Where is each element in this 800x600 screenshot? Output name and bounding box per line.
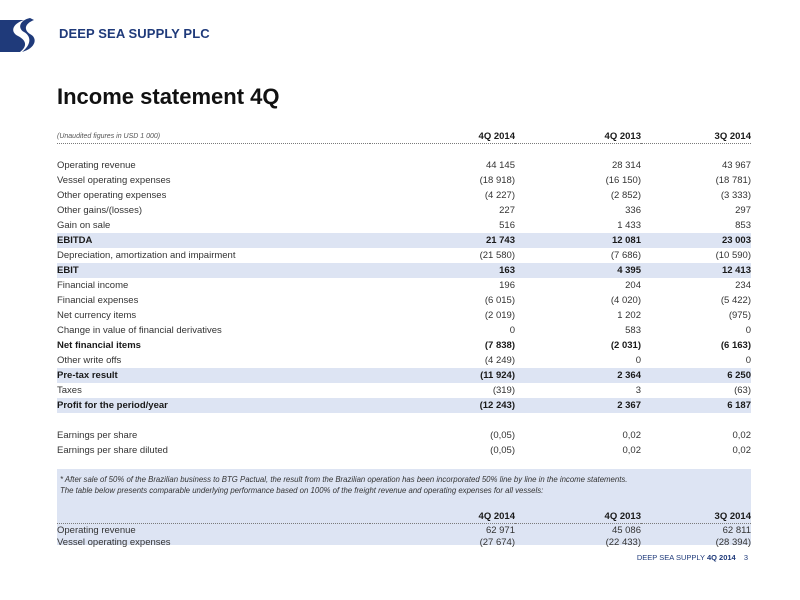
footnote-line: * After sale of 50% of the Brazilian business to BTG Pactual, the result from the Brazilian operation has been incorporated 50% line by line in the income statements. <box>60 475 628 484</box>
cell-value: (6 163) <box>720 340 751 351</box>
row-label: Other gains/(losses) <box>57 205 143 216</box>
cell-value: (6 015) <box>484 295 515 306</box>
column-header: 3Q 2014 <box>641 509 751 524</box>
row-label: Operating revenue <box>57 160 136 171</box>
cell-value: 21 743 <box>370 233 515 248</box>
cell-value: (5 422) <box>720 295 751 306</box>
row-label: Financial income <box>57 280 129 291</box>
cell-value: (63) <box>734 385 751 396</box>
cell-value: (27 674) <box>479 536 515 548</box>
table-row-ebitda <box>57 233 751 248</box>
cell-value: (2 019) <box>484 310 515 321</box>
table-row <box>57 308 751 323</box>
table-row-profit <box>57 398 751 413</box>
cell-value: 62 971 <box>485 524 515 536</box>
table-row-ebit <box>57 263 751 278</box>
cell-value: 6 250 <box>641 368 751 383</box>
cell-value: (2 031) <box>610 340 641 351</box>
cell-value: 6 187 <box>641 398 751 413</box>
table-row <box>57 173 751 188</box>
column-header: 4Q 2014 <box>370 509 515 524</box>
cell-value: 196 <box>499 280 515 291</box>
table-row <box>57 188 751 203</box>
row-label: Earnings per share <box>57 430 138 441</box>
cell-value: 43 967 <box>721 160 751 171</box>
cell-value: 2 364 <box>515 368 641 383</box>
cell-value: 163 <box>370 263 515 278</box>
footnote-line: The table below presents comparable underlying performance based on 100% of the freight revenue and operating expenses for all vessels: <box>60 486 544 495</box>
spacer-row <box>57 413 751 428</box>
spacer-row <box>57 144 751 159</box>
cell-value: 44 145 <box>485 160 515 171</box>
cell-value: (4 020) <box>610 295 641 306</box>
table-row <box>57 278 751 293</box>
table-row-pre-tax <box>57 368 751 383</box>
cell-value: 45 086 <box>611 524 641 536</box>
row-label: Change in value of financial derivatives <box>57 325 222 336</box>
row-label: Gain on sale <box>57 220 111 231</box>
cell-value: (11 924) <box>370 368 515 383</box>
cell-value: (4 249) <box>484 355 515 366</box>
cell-value: 516 <box>499 220 515 231</box>
cell-value: 0,02 <box>732 445 751 456</box>
row-label: Net currency items <box>57 310 137 321</box>
cell-value: 0,02 <box>622 445 641 456</box>
cell-value: 62 811 <box>722 524 751 536</box>
row-label: Earnings per share diluted <box>57 445 168 456</box>
cell-value: (21 580) <box>479 250 515 261</box>
cell-value: (975) <box>728 310 751 321</box>
cell-value: (18 781) <box>715 175 751 186</box>
table-row <box>57 428 751 443</box>
row-label: Taxes <box>57 385 82 396</box>
table-row <box>57 248 751 263</box>
cell-value: 4 395 <box>515 263 641 278</box>
cell-value: 28 314 <box>611 160 641 171</box>
table-row-net-financial <box>57 338 751 353</box>
column-header: 4Q 2013 <box>515 509 641 524</box>
cell-value: 12 413 <box>641 263 751 278</box>
cell-value: 0 <box>635 355 641 366</box>
footnote <box>60 474 750 496</box>
row-label: Pre-tax result <box>57 368 370 383</box>
cell-value: 3 <box>635 385 641 396</box>
cell-value: 297 <box>735 205 751 216</box>
cell-value: 0,02 <box>622 430 641 441</box>
table-row <box>57 218 751 233</box>
footer-company: DEEP SEA SUPPLY <box>636 553 705 562</box>
cell-value: 853 <box>735 220 751 231</box>
row-label: Other write offs <box>57 355 122 366</box>
table-row <box>57 536 751 548</box>
cell-value: 1 433 <box>617 220 641 231</box>
cell-value: (16 150) <box>605 175 641 186</box>
cell-value: (2 852) <box>610 190 641 201</box>
page-number: 3 <box>743 553 748 562</box>
cell-value: (7 838) <box>484 340 515 351</box>
row-label: Financial expenses <box>57 295 139 306</box>
cell-value: (18 918) <box>479 175 515 186</box>
cell-value: (10 590) <box>715 250 751 261</box>
table-row <box>57 353 751 368</box>
table-row <box>57 203 751 218</box>
row-label: EBIT <box>57 263 370 278</box>
row-label: Vessel operating expenses <box>57 536 171 548</box>
cell-value: (4 227) <box>484 190 515 201</box>
table-row <box>57 158 751 173</box>
cell-value: 227 <box>499 205 515 216</box>
footer-period: 4Q 2014 <box>706 553 736 562</box>
row-label: Other operating expenses <box>57 190 167 201</box>
income-statement-table <box>57 129 751 458</box>
cell-value: (12 243) <box>370 398 515 413</box>
table-row <box>57 323 751 338</box>
cell-value: (22 433) <box>605 536 641 548</box>
table-row <box>57 383 751 398</box>
deep-sea-supply-logo-icon <box>0 14 44 54</box>
page-footer <box>637 553 748 562</box>
cell-value: 234 <box>735 280 751 291</box>
cell-value: 204 <box>625 280 641 291</box>
table-row <box>57 524 751 537</box>
table-header-row <box>57 129 751 144</box>
comparable-table <box>57 509 751 548</box>
cell-value: 2 367 <box>515 398 641 413</box>
cell-value: 0 <box>509 325 515 336</box>
column-header: 4Q 2014 <box>370 129 515 144</box>
cell-value: 0 <box>745 325 751 336</box>
cell-value: 1 202 <box>617 310 641 321</box>
company-name: DEEP SEA SUPPLY PLC <box>59 26 210 41</box>
row-label: Net financial items <box>57 340 141 351</box>
column-header: 3Q 2014 <box>641 129 751 144</box>
row-label: Profit for the period/year <box>57 398 370 413</box>
page-title: Income statement 4Q <box>57 84 280 109</box>
row-label: Depreciation, amortization and impairment <box>57 250 236 261</box>
cell-value: (7 686) <box>610 250 641 261</box>
table-header-row <box>57 509 751 524</box>
cell-value: 23 003 <box>641 233 751 248</box>
row-label: EBITDA <box>57 233 370 248</box>
row-label: Operating revenue <box>57 524 136 536</box>
cell-value: (0,05) <box>490 430 515 441</box>
units-label: (Unaudited figures in USD 1 000) <box>57 129 370 144</box>
cell-value: (3 333) <box>720 190 751 201</box>
cell-value: 583 <box>625 325 641 336</box>
table-row <box>57 293 751 308</box>
cell-value: (0,05) <box>490 445 515 456</box>
row-label: Vessel operating expenses <box>57 175 171 186</box>
cell-value: (319) <box>492 385 515 396</box>
column-header: 4Q 2013 <box>515 129 641 144</box>
cell-value: (28 394) <box>715 536 751 548</box>
cell-value: 0 <box>745 355 751 366</box>
cell-value: 0,02 <box>732 430 751 441</box>
table-row <box>57 443 751 458</box>
cell-value: 336 <box>625 205 641 216</box>
cell-value: 12 081 <box>515 233 641 248</box>
